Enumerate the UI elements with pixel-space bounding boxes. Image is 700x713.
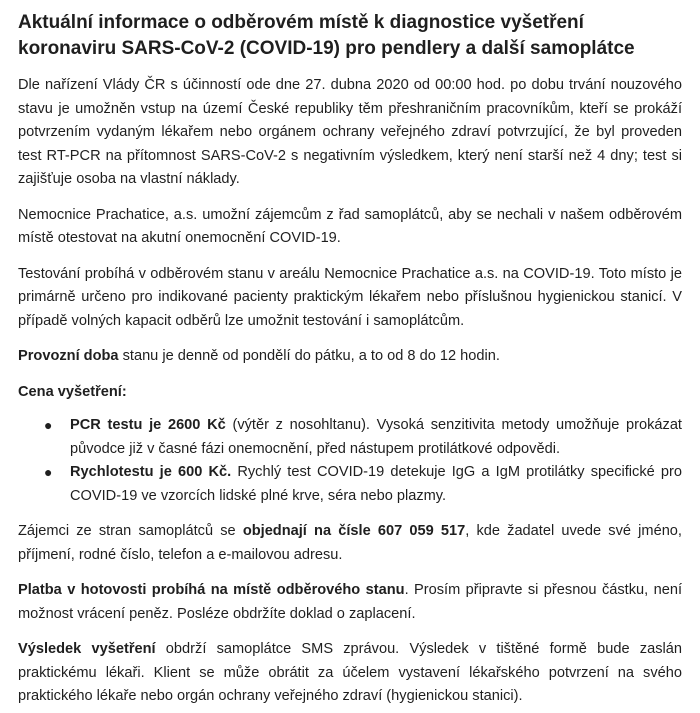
rapid-test-price-label: Rychlotestu je 600 Kč.	[70, 464, 232, 480]
price-list	[18, 414, 682, 508]
payment-label: Platba v hotovosti probíhá na místě odběrového stanu	[18, 582, 405, 598]
list-item-rapid-test-price	[44, 461, 683, 508]
paragraph-regulation: Dle nařízení Vlády ČR s účinností ode dne 27. dubna 2020 od 00:00 hod. po dobu trvání nouzového stavu je umožněn vstup na území České republiky těm přeshraničním pracovníkům, kteří se prokáží potvrzením vydaným lékařem nebo orgánem ochrany veřejného zdraví potvrzující, že byl proveden test RT-PCR na přítomnost SARS-CoV-2 s negativním výsledkem, který není starší než 4 dny; test si zajišťuje osoba na vlastní náklady.	[18, 77, 682, 187]
pcr-price-text: (výtěr z nosohltanu). Vysoká senzitivita metody umožňuje prokázat původce již v časné fázi onemocnění, před nástupem protilátkové odpovědi.	[70, 417, 682, 457]
result-label: Výsledek vyšetření	[18, 641, 156, 657]
payment-text: . Prosím připravte si přesnou částku, není možnost vrácení peněz. Posléze obdržíte doklad o zaplacení.	[18, 582, 682, 622]
ordering-text-end: , kde žadatel uvede své jméno, příjmení, rodné číslo, telefon a e-mailovou adresu.	[18, 523, 682, 563]
price-heading-label: Cena vyšetření:	[18, 383, 127, 400]
paragraph-result	[18, 638, 682, 709]
paragraph-payment	[18, 579, 682, 626]
opening-hours-label: Provozní doba	[18, 348, 119, 364]
opening-hours-text: stanu je denně od pondělí do pátku, a to od 8 do 12 hodin.	[118, 348, 500, 364]
list-item-pcr-price	[44, 414, 682, 461]
paragraph-testing-location: Testování probíhá v odběrovém stanu v areálu Nemocnice Prachatice a.s. na COVID-19. Toto místo je primárně určeno pro indikované pacienty praktickým lékařem nebo příslušnou hygienickou stanicí. V případě volných kapacit odběrů lze umožnit testování i samoplátcům.	[18, 265, 682, 329]
rapid-test-price-text: Rychlý test COVID-19 detekuje IgG a IgM protilátky specifické pro COVID-19 ve vzorcích lidské plné krve, séra nebo plazmy.	[70, 464, 683, 504]
page-title: Aktuální informace o odběrovém místě k diagnostice vyšetření koronaviru SARS-CoV-2 (COVID-19) pro pendlery a další samoplátce	[18, 12, 635, 59]
price-heading	[18, 381, 682, 405]
result-text: obdrží samoplátce SMS zprávou. Výsledek v tištěné formě bude zaslán praktickému lékaři. Klient se může obrátit za účelem vystavení lékařského potvrzení na svého praktického lékaře nebo orgán ochrany veřejného zdraví (hygienickou stanici).	[18, 641, 682, 704]
bullet-icon: ●	[44, 464, 53, 480]
paragraph-hospital-offer: Nemocnice Prachatice, a.s. umožní zájemcům z řad samoplátců, aby se nechali v našem odběrovém místě otestovat na akutní onemocnění COVID-19.	[18, 206, 682, 246]
paragraph-opening-hours	[18, 345, 682, 369]
ordering-text-start: Zájemci ze stran samoplátců se	[18, 523, 243, 539]
paragraph-ordering	[18, 520, 682, 567]
ordering-phone: objednají na čísle 607 059 517	[242, 523, 466, 539]
pcr-price-label: PCR testu je 2600 Kč	[70, 417, 226, 433]
bullet-icon: ●	[44, 417, 53, 433]
